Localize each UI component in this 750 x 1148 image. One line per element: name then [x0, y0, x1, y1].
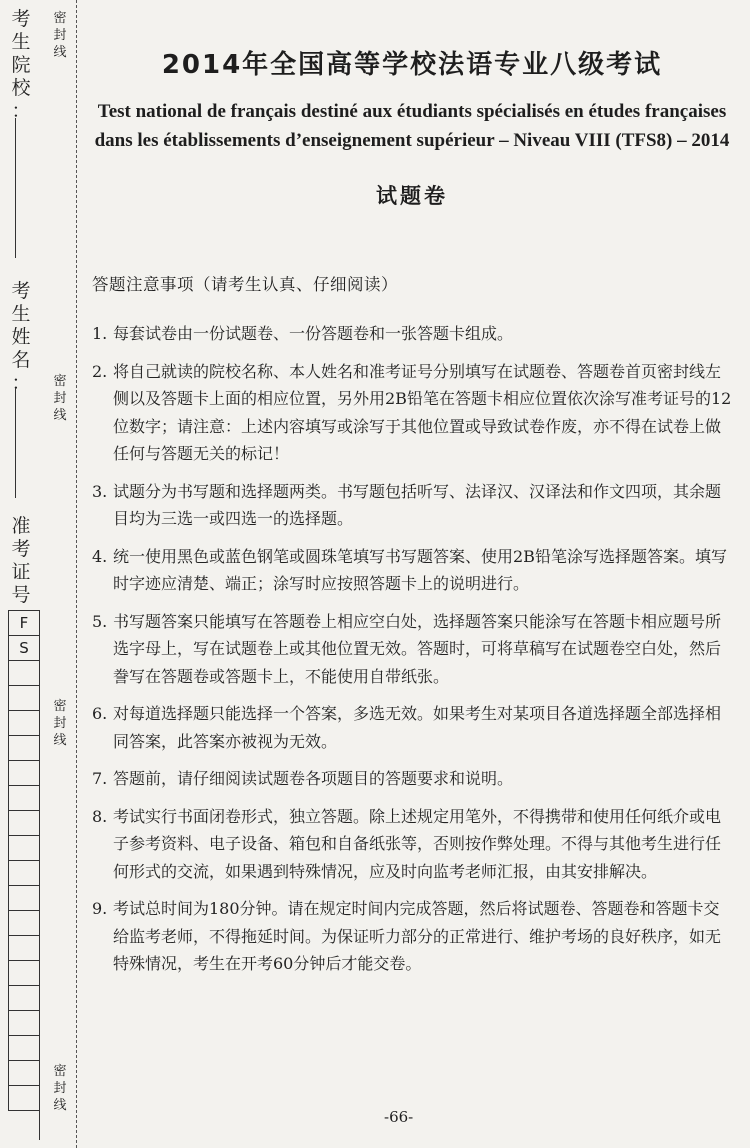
- notice-item-1: 1. 每套试卷由一份试题卷、一份答题卷和一张答题卡组成。: [92, 324, 514, 343]
- id-number-boxes: [8, 610, 40, 1111]
- notice-item-text: 书写题答案只能填写在答题卷上相应空白处，选择题答案只能涂写在答题卡相应题号所选字母上，写在试题卷上或其他位置无效。答题时，可将草稿写在试题卷空白处，然后誊写在答题卷或答题卡上，不能使用自带纸张。: [113, 611, 722, 686]
- id-digit-box[interactable]: [9, 1061, 39, 1086]
- id-digit-box[interactable]: [9, 761, 39, 786]
- notice-item-8: 8. 考试实行书面闭卷形式，独立答题。除上述规定用笔外，不得携带和使用任何纸介或电子参考资料、电子设备、箱包和自备纸张等，否则按作弊处理。不得与其他考生进行任何形式的交流，如果遇到特殊情况，应及时向监考老师汇报，由其安排解决。: [92, 806, 722, 881]
- notice-item-2: 2. 将自己就读的院校名称、本人姓名和准考证号分别填写在试题卷、答题卷首页密封线左侧以及答题卡上面的相应位置，另外用2B铅笔在答题卡相应位置依次涂写准考证号的12位数字；请注意：上述内容填写或涂写于其他位置或导致试卷作废，亦不得在试卷上做任何与答题无关的标记！: [92, 361, 732, 463]
- id-digit-box[interactable]: [9, 786, 39, 811]
- id-digit-box[interactable]: [9, 1036, 39, 1061]
- id-prefix-f: F: [9, 611, 39, 636]
- id-digit-box[interactable]: [9, 661, 39, 686]
- exam-title: 2014年全国高等学校法语专业八级考试: [161, 50, 663, 80]
- id-digit-box[interactable]: [9, 936, 39, 961]
- notice-item-text: 对每道选择题只能选择一个答案，多选无效。如果考生对某项目各道选择题全部选择相同答案，此答案亦被视为无效。: [113, 704, 722, 751]
- notice-item-text: 考试总时间为180分钟。请在规定时间内完成答题，然后将试题卷、答题卷和答题卡交给监考老师，不得拖延时间。为保证听力部分的正常进行、维护考场的良好秩序，如无特殊情况，考生在开考60分钟后才能交卷。: [113, 899, 722, 973]
- notice-item-text: 考试实行书面闭卷形式，独立答题。除上述规定用笔外，不得携带和使用任何纸介或电子参考资料、电子设备、箱包和自备纸张等，否则按作弊处理。不得与其他考生进行任何形式的交流，如果遇到特殊情况，应及时向监考老师汇报，由其安排解决。: [113, 806, 722, 881]
- id-digit-box[interactable]: [9, 986, 39, 1011]
- notice-list: [92, 320, 732, 988]
- notice-item-text: 答题前，请仔细阅读试题卷各项题目的答题要求和说明。: [113, 769, 514, 788]
- name-write-line: [15, 388, 16, 498]
- id-digit-box[interactable]: [9, 811, 39, 836]
- subtitle-line-1: Test national de français destiné aux étudiants spécialisés en études françaises: [97, 101, 727, 122]
- school-label: 考 生 院 校 ：: [11, 8, 31, 122]
- exam-subtitle: [92, 97, 732, 155]
- notice-item-text: 统一使用黑色或蓝色钢笔或圆珠笔填写书写题答案、使用2B铅笔涂写选择题答案。填写时字迹应清楚、端正；涂写时应按照答题卡上的说明进行。: [113, 546, 727, 593]
- seal-mark-4: 密 封 线: [50, 1063, 70, 1114]
- id-digit-box[interactable]: [9, 736, 39, 761]
- seal-mark-3: 密 封 线: [50, 698, 70, 749]
- id-digit-box[interactable]: [9, 711, 39, 736]
- seal-mark-2: 密 封 线: [50, 373, 70, 424]
- paper-title: 试题卷: [376, 183, 448, 208]
- notice-item-6: 6. 对每道选择题只能选择一个答案，多选无效。如果考生对某项目各道选择题全部选择相同答案，此答案亦被视为无效。: [92, 704, 722, 751]
- page-number: -66-: [384, 1108, 414, 1126]
- id-digit-box[interactable]: [9, 1086, 39, 1111]
- seal-mark-1: 密 封 线: [50, 10, 70, 61]
- id-digit-box[interactable]: [9, 861, 39, 886]
- notice-item-3: 3. 试题分为书写题和选择题两类。书写题包括听写、法译汉、汉译法和作文四项，其余题目均为三选一或四选一的选择题。: [92, 481, 722, 528]
- id-digit-box[interactable]: [9, 686, 39, 711]
- id-prefix-s: S: [9, 636, 39, 661]
- seal-dashed-line: [76, 0, 77, 1148]
- id-box-connector: [39, 1090, 40, 1140]
- notice-item-5: 5. 书写题答案只能填写在答题卷上相应空白处，选择题答案只能涂写在答题卡相应题号所选字母上，写在试题卷上或其他位置无效。答题时，可将草稿写在试题卷空白处，然后誊写在答题卷或答题卡上，不能使用自带纸张。: [92, 611, 722, 686]
- notice-heading: 答题注意事项（请考生认真、仔细阅读）: [92, 275, 398, 294]
- notice-item-9: 9. 考试总时间为180分钟。请在规定时间内完成答题，然后将试题卷、答题卷和答题卡交给监考老师，不得拖延时间。为保证听力部分的正常进行、维护考场的良好秩序，如无特殊情况，考生在开考60分钟后才能交卷。: [92, 899, 722, 973]
- id-digit-box[interactable]: [9, 886, 39, 911]
- notice-item-text: 每套试卷由一份试题卷、一份答题卷和一张答题卡组成。: [113, 324, 514, 343]
- notice-item-4: 4. 统一使用黑色或蓝色钢笔或圆珠笔填写书写题答案、使用2B铅笔涂写选择题答案。填写时字迹应清楚、端正；涂写时应按照答题卡上的说明进行。: [92, 546, 727, 593]
- id-digit-box[interactable]: [9, 1011, 39, 1036]
- notice-item-text: 试题分为书写题和选择题两类。书写题包括听写、法译汉、汉译法和作文四项，其余题目均为三选一或四选一的选择题。: [113, 481, 722, 528]
- name-label: 考 生 姓 名 ：: [11, 280, 31, 394]
- subtitle-line-2: dans les établissements d’enseignement supérieur – Niveau VIII (TFS8) – 2014: [94, 130, 730, 151]
- id-label: 准 考 证 号: [11, 515, 31, 606]
- id-digit-box[interactable]: [9, 961, 39, 986]
- id-digit-box[interactable]: [9, 911, 39, 936]
- school-write-line: [15, 118, 16, 258]
- notice-item-text: 将自己就读的院校名称、本人姓名和准考证号分别填写在试题卷、答题卷首页密封线左侧以及答题卡上面的相应位置，另外用2B铅笔在答题卡相应位置依次涂写准考证号的12位数字；请注意：上述内容填写或涂写于其他位置或导致试卷作废，亦不得在试卷上做任何与答题无关的标记！: [113, 361, 732, 463]
- id-digit-box[interactable]: [9, 836, 39, 861]
- notice-item-7: 7. 答题前，请仔细阅读试题卷各项题目的答题要求和说明。: [92, 769, 514, 788]
